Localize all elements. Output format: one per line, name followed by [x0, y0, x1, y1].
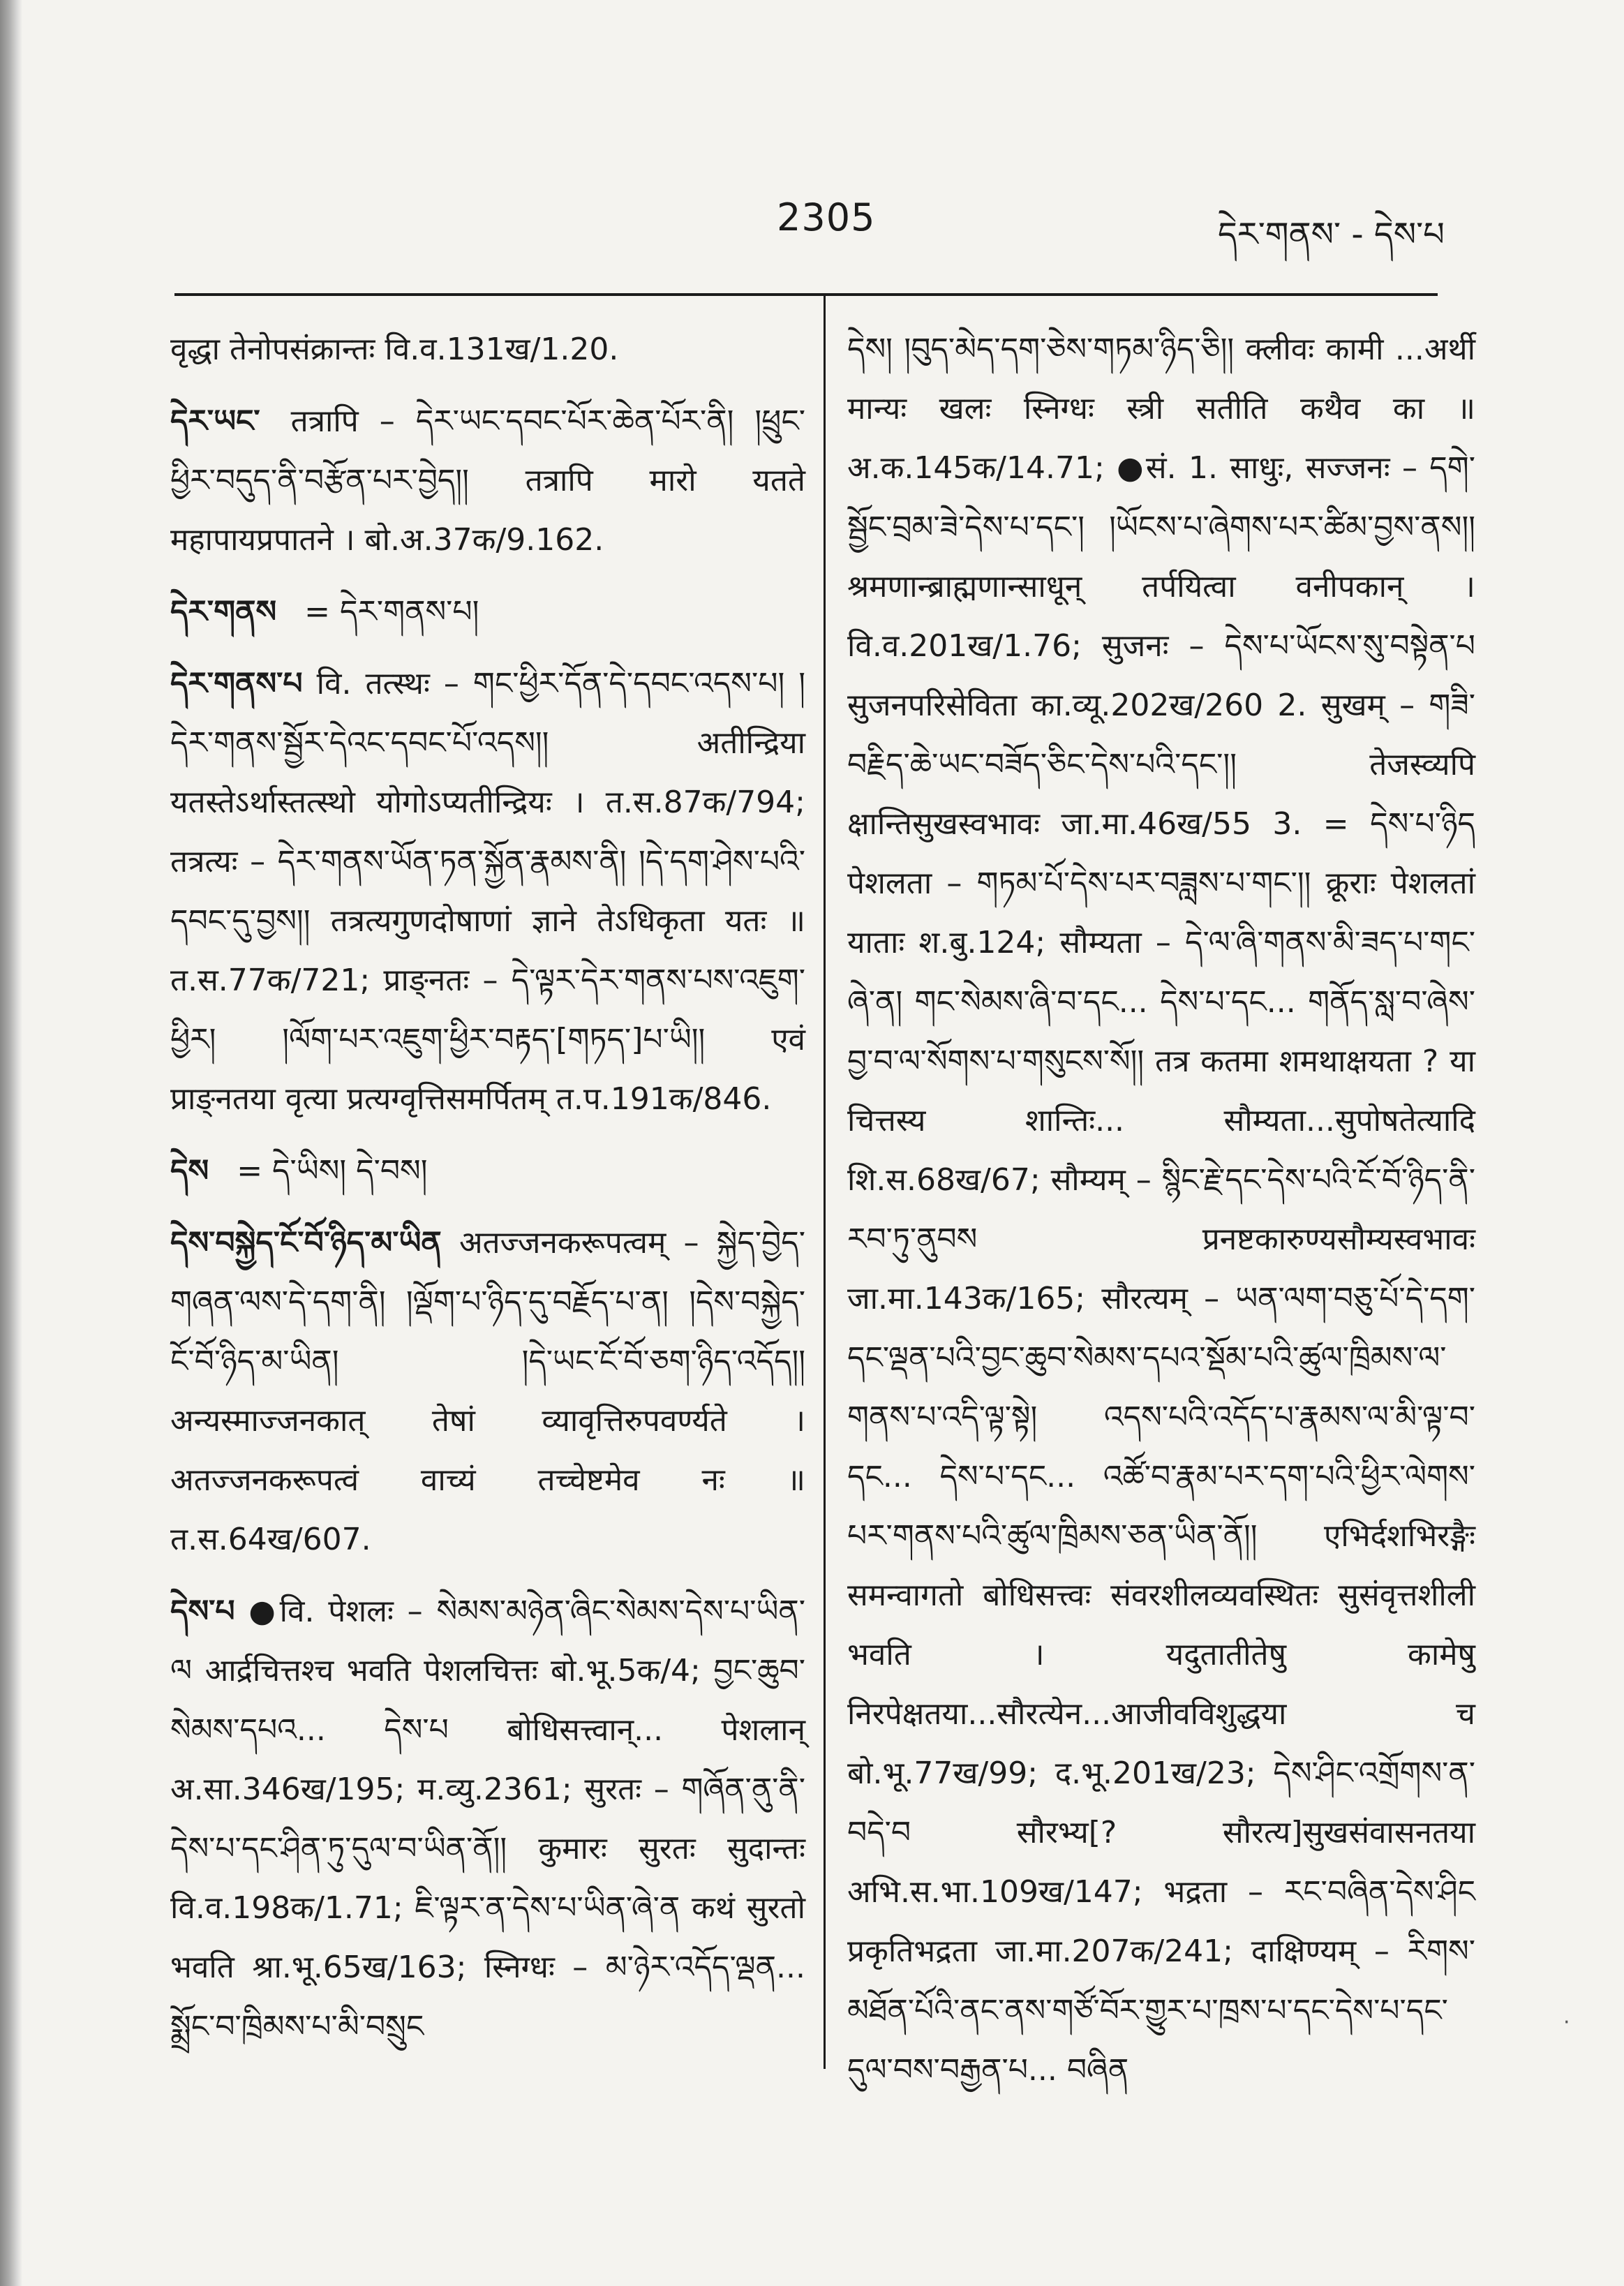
entry-continuation — [847, 320, 1475, 2100]
cross-reference — [170, 1141, 805, 1201]
entry-headword: དེར་ཡང་ — [170, 403, 260, 439]
page-number: 2305 — [777, 195, 876, 239]
scan-speck: · — [1563, 2010, 1570, 2035]
binding-shadow — [0, 0, 22, 2286]
entry — [170, 392, 805, 570]
entry-headword: དེས — [170, 1153, 209, 1189]
header-rule — [174, 293, 1438, 296]
entry-text: དེས། །བུད་མེད་དག་ཅེས་གཏམ་ཉིད་ཅི།། क्लीवः कामी ...अर्थी मान्यः खलः स्निग्धः स्त्री सतीति कथैव का ॥ अ.क.145क/14.71; ●सं. 1. साधुः, सज्जनः – དགེ་སྦྱོང་བྲམ་ཟེ་དེས་པ་དང་། །ཡོངས་པ་ཞེགས་པར་ཚིམ་བྱས་ནས།། श्रमणान्ब्राह्मणान्साधून् तर्पयित्वा वनीपकान् । वि.व.201ख/1.76; सुजनः – དེས་པ་ཡོངས་སུ་བསྟེན་པ सुजनपरिसेविता का.व्यू.202ख/260 2. सुखम् – གཟི་བརྗིད་ཆེ་ཡང་བཟོད་ཅིང་དེས་པའི་དང་།། तेजस्व्यपि क्षान्तिसुखस्वभावः जा.मा.46ख/55 3. = དེས་པ་ཉིད पेशलता – གཏམ་པོ་དེས་པར་བཟླས་པ་གང་།། क्रूराः पेशलतां याताः श.बु.124; सौम्यता – དེ་ལ་ཞི་གནས་མི་ཟད་པ་གང་ཞེ་ན། གང་སེམས་ཞི་བ་དང... དེས་པ་དང... གནོད་སླ་བ་ཞེས་བྱ་བ་ལ་སོགས་པ་གསུངས་སོ།། तत्र कतमा शमथाक्षयता ? या चित्तस्य शान्तिः... सौम्यता...सुपोषतेत्यादि शि.स.68ख/67; सौम्यम् – སྙིང་རྗེ་དང་དེས་པའི་ངོ་བོ་ཉིད་ནི་རབ་ཏུ་ནུབས प्रनष्टकारुण्यसौम्यस्वभावः जा.मा.143क/165; सौरत्यम् – ཡན་ལག་བཅུ་པོ་དེ་དག་དང་ལྡན་པའི་བྱང་ཆུབ་སེམས་དཔའ་སྡོམ་པའི་ཚུལ་ཁྲིམས་ལ་གནས་པ་འདི་ལྟ་སྟེ། འདས་པའི་འདོད་པ་རྣམས་ལ་མི་ལྟ་བ་དང... དེས་པ་དང... འཚོ་བ་རྣམ་པར་དག་པའི་ཕྱིར་ལེགས་པར་གནས་པའི་ཚུལ་ཁྲིམས་ཅན་ཡིན་ནོ།། एभिर्दशभिरङ्गैः समन्वागतो बोधिसत्त्वः संवरशीलव्यवस्थितः सुसंवृत्तशीली भवति । यदुतातीतेषु कामेषु निरपेक्षतया...सौरत्येन...आजीवविशुद्धया च बो.भू.77ख/99; द.भू.201ख/23; དེས་ཤིང་འགྲོགས་ན་བདེ་བ सौरभ्य[? सौरत्य]सुखसंवासनतया अभि.स.भा.109ख/147; भद्रता – རང་བཞིན་དེས་ཤིང प्रकृतिभद्रता जा.मा.207क/241; दाक्षिण्यम् – རིགས་མཐོན་པོའི་ནང་ནས་གཙོ་བོར་གྱུར་པ་ཁྲས་པ་དང་དེས་པ་དང་དུལ་བས་བརྒྱན་པ... བཞིན — [847, 332, 1475, 2088]
entry-headword: དེས་བསྐྱེད་ངོ་བོ་ཉིད་མ་ཡིན — [170, 1225, 442, 1261]
entry-text: अतज्जनकरूपत्वम् – སྐྱེད་བྱེད་གཞན་ལས་དེ་དག་ནི། །ལྡོག་པ་ཉིད་དུ་བརྗོད་པ་ན། །དེས་བསྐྱེད་ངོ་བོ་ཉིད་མ་ཡིན། །དེ་ཡང་ངོ་བོ་ཅག་ཉིད་འདོད།། अन्यस्माज्जनकात् तेषां व्यावृत्तिरुपवर्ण्यते । अतज्जनकरूपत्वं वाच्यं तच्चेष्टमेव नः ॥ त.स.64ख/607. — [170, 1225, 805, 1557]
entry-text: वि. तत्स्थः – གང་ཕྱིར་དོན་དེ་དབང་འདས་པ། །དེར་གནས་སྦྱོར་དེའང་དབང་པོ་འདས།། अतीन्द्रिया यतस्तेऽर्थास्तत्स्थो योगोऽप्यतीन्द्रियः । त.स.87क/794; तत्रत्यः – དེར་གནས་ཡོན་ཏན་སྐྱོན་རྣམས་ནི། །དེ་དག་ཤེས་པའི་དབང་དུ་བྱས།། तत्रत्यगुणदोषाणां ज्ञाने तेऽधिकृता यतः ॥ त.स.77क/721; प्राङ्नतः – དེ་ལྟར་དེར་གནས་པས་འཇུག་ཕྱིར། །ལོག་པར་འཇུག་ཕྱིར་བརྟད་[གཏད་]པ་ཡི།། एवं प्राङ्नतया वृत्या प्रत्यग्वृत्तिसमर्पितम् त.प.191क/846. — [170, 666, 805, 1117]
entry-headword: དེར་གནས — [170, 594, 277, 630]
entry-headword: དེར་གནས་པ — [170, 666, 303, 702]
cross-reference — [170, 582, 805, 641]
left-column — [170, 320, 805, 2069]
entry-continuation — [170, 320, 805, 379]
cross-reference-target: = དེར་གནས་པ། — [304, 594, 479, 630]
entry-text: तत्रापि – དེར་ཡང་དབང་པོར་ཆེན་པོར་ནི། །ཕྲུང་ཕྱིར་བདུད་ནི་བརྩོན་པར་བྱེད།། तत्रापि मारो यतते महापायप्रपातने । बो.अ.37क/9.162. — [170, 403, 805, 558]
entry — [170, 1582, 805, 2056]
column-divider — [824, 296, 826, 2069]
running-head: དེར་གནས་ - དེས་པ — [1218, 215, 1445, 254]
entry-text: वृद्धा तेनोपसंक्रान्तः वि.व.131ख/1.20. — [170, 332, 619, 367]
entry — [170, 1213, 805, 1569]
entry — [170, 654, 805, 1129]
right-column — [847, 320, 1475, 2112]
entry-text: ●वि. पेशलः – སེམས་མཉེན་ཞིང་སེམས་དེས་པ་ཡིན་ལ आर्द्रचित्तश्च भवति पेशलचित्तः बो.भू.5क/4; བྱང་ཆུབ་སེམས་དཔའ... དེས་པ बोधिसत्त्वान्... पेशलान् अ.सा.346ख/195; म.व्यु.2361; सुरतः – གཞོན་ནུ་ནི་དེས་པ་དང་ཤིན་ཏུ་དུལ་བ་ཡིན་ནོ།། कुमारः सुरतः सुदान्तः वि.व.198क/1.71; ཇི་ལྟར་ན་དེས་པ་ཡིན་ཞེ་ན कथं सुरतो भवति श्रा.भू.65ख/163; स्निग्धः – མ་ཉེར་འདོད་ལྡན... སྨྲོང་བ་ཁྲིམས་པ་མི་བསྲུང — [170, 1594, 805, 2044]
cross-reference-target: = དེ་ཡིས། དེ་བས། — [237, 1153, 428, 1189]
entry-headword: དེས་པ — [170, 1594, 235, 1629]
